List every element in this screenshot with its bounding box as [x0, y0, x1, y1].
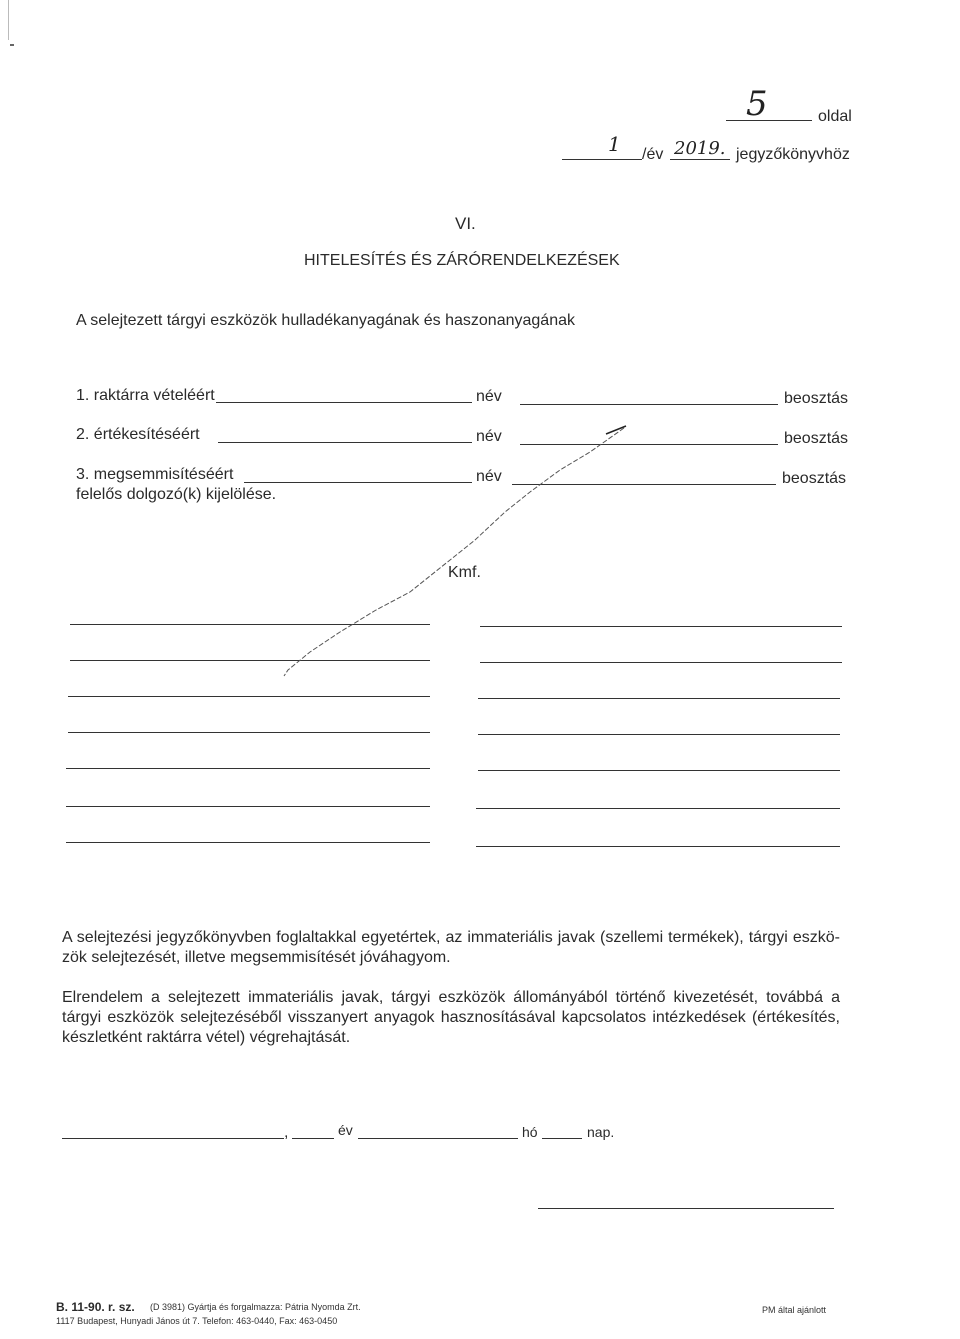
date-month-line: [358, 1138, 518, 1139]
footer-form-code: B. 11-90. r. sz.: [56, 1300, 135, 1314]
year-label: /év: [642, 146, 664, 163]
date-comma: ,: [284, 1124, 289, 1141]
responsible-1-role-label: beosztás: [784, 390, 849, 407]
responsibles-tail: felelős dolgozó(k) kijelölése.: [76, 486, 277, 503]
responsible-3-role-label: beosztás: [782, 470, 847, 487]
responsible-1-name-label: név: [476, 388, 502, 405]
intro-text: A selejtezett tárgyi eszközök hulladékanyagának és haszonanyagának: [76, 312, 575, 329]
kmf-label: Kmf.: [448, 564, 481, 581]
responsible-3-label: 3. megsemmisítéséért: [76, 466, 234, 483]
page-number-handwritten: 5: [746, 84, 768, 124]
year-handwritten: 2019.: [674, 138, 726, 159]
footer-recommend: PM által ajánlott: [762, 1305, 827, 1315]
responsible-2-label: 2. értékesítéséért: [76, 426, 200, 443]
protocol-label: jegyzőkönyvhöz: [736, 146, 850, 163]
date-month-label: hó: [522, 1124, 538, 1140]
responsible-1-label: 1. raktárra vételéért: [76, 387, 215, 404]
date-day-line: [542, 1138, 582, 1139]
approval-paragraph: A selejtezési jegyzőkönyvben foglaltakkal egyetértek, az immateriális javak (szellemi termékek), tárgyi eszkö-zök selejtezését, illetve megsemmisítését jóváhagyom.: [62, 929, 840, 966]
protocol-num-handwritten: 1: [608, 132, 621, 156]
footer-address-line: 1117 Budapest, Hunyadi János út 7. Telefon: 463-0440, Fax: 463-0450: [56, 1316, 338, 1326]
responsible-2-name-label: név: [476, 428, 502, 445]
section-title: HITELESÍTÉS ÉS ZÁRÓRENDELKEZÉSEK: [304, 252, 620, 269]
section-roman: VI.: [455, 214, 476, 233]
date-year-label: év: [338, 1122, 353, 1138]
responsible-3-name-label: név: [476, 468, 502, 485]
order-paragraph: Elrendelem a selejtezett immateriális javak, tárgyi eszközök állományából történő kivezetését, továbbá a tárgyi eszközök selejtezéséből visszanyert anyagok hasznosításával kapcsolatos intézkedések (értékesítés, készletként raktárra vétel) végrehajtását.: [62, 989, 840, 1046]
approver-signature-line: [538, 1208, 834, 1209]
page-label: oldal: [818, 108, 852, 125]
date-place-line: [62, 1138, 284, 1139]
date-day-label: nap.: [587, 1124, 615, 1140]
footer-printer-line: (D 3981) Gyártja és forgalmazza: Pátria Nyomda Zrt.: [150, 1302, 361, 1312]
date-year-line: [292, 1138, 334, 1139]
responsible-2-role-label: beosztás: [784, 430, 849, 447]
